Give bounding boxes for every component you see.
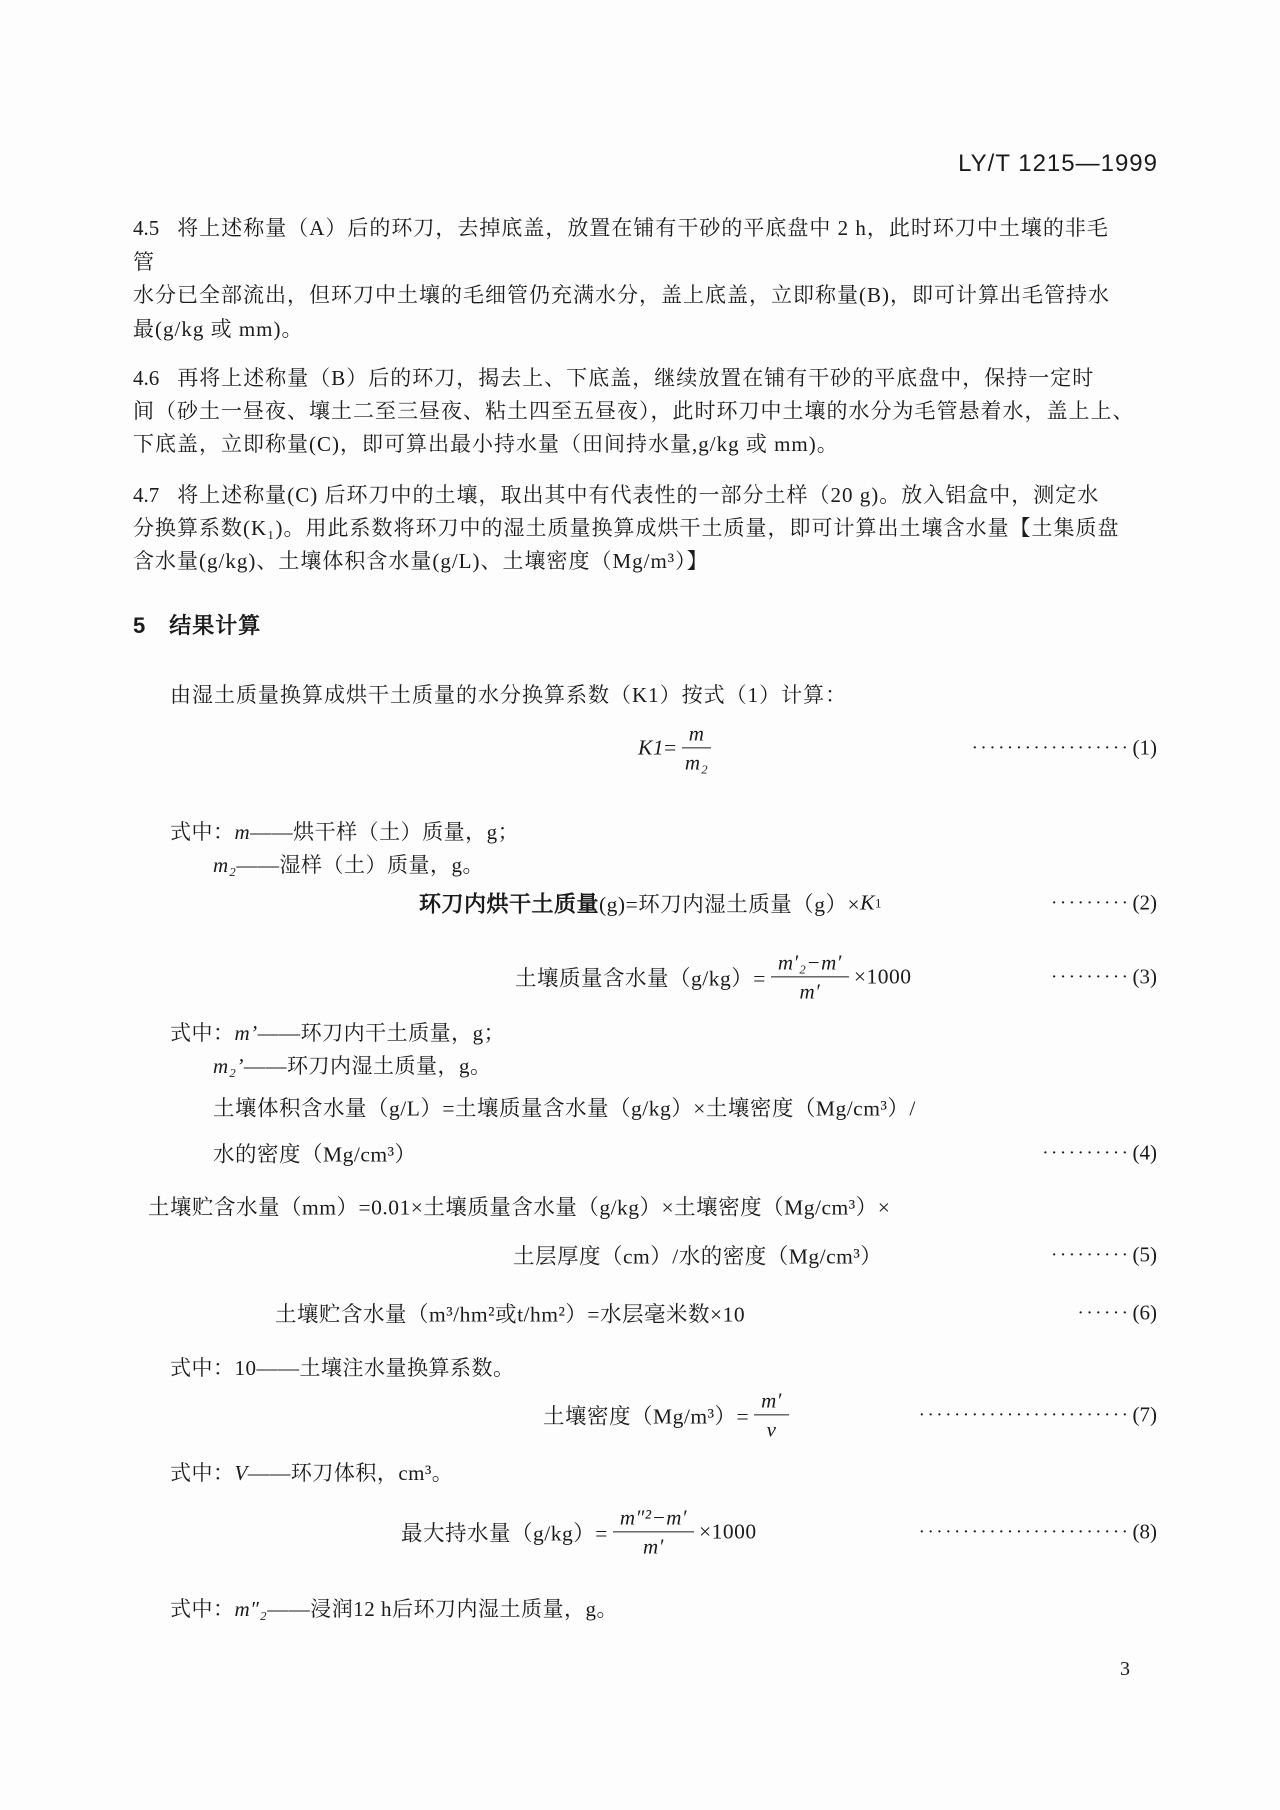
paragraph-line: 下底盖，立即称量(C)，即可算出最小持水量（田间持水量,g/kg 或 mm)。 bbox=[133, 432, 839, 456]
section-number: 4.7 bbox=[133, 483, 160, 507]
equation-number: (6) bbox=[1132, 1300, 1157, 1325]
paragraph-line: 水分已全部流出，但环刀中土壤的毛细管仍充满水分，盖上底盖，立即称量(B)，即可计算出毛管持水 bbox=[133, 283, 1110, 307]
legend-desc: 土壤注水量换算系数。 bbox=[299, 1356, 515, 1380]
equation-number: (2) bbox=[1132, 890, 1157, 915]
equation-number: (8) bbox=[1132, 1519, 1157, 1544]
legend-symbol: m bbox=[234, 820, 251, 844]
legend-dash: —— bbox=[267, 1597, 311, 1621]
legend-dash: —— bbox=[256, 1356, 300, 1380]
paragraph-text: 将上述称量(C) 后环刀中的土壤，取出其中有代表性的一部分土样（20 g)。放入铝盒中，测定水 bbox=[177, 483, 1100, 507]
dot-leader-group bbox=[919, 1520, 1157, 1545]
legend-line bbox=[213, 1050, 491, 1080]
doc-code-header: LY/T 1215—1999 bbox=[958, 150, 1158, 177]
fraction-numerator: m′₂−m′ bbox=[771, 950, 849, 977]
paragraph-line bbox=[133, 479, 1099, 509]
formula-intro: 由湿土质量换算成烘干土质量的水分换算系数（K1）按式（1）计算： bbox=[170, 683, 848, 707]
equation-number: (3) bbox=[1132, 964, 1157, 989]
formula-expression bbox=[401, 1505, 757, 1558]
fraction-numerator: m″²−m′ bbox=[613, 1505, 694, 1532]
formula-expression: 土壤贮含水量（m³/hm²或t/hm²）=水层毫米数×10 bbox=[275, 1302, 746, 1327]
equation-number: (4) bbox=[1132, 1140, 1157, 1165]
legend-dash: —— bbox=[247, 1461, 291, 1485]
paragraph-line: 含水量(g/kg)、土壤体积含水量(g/L)、土壤密度（Mg/m³）】 bbox=[133, 549, 709, 573]
legend-prefix: 式中： bbox=[170, 1021, 235, 1045]
page-number: 3 bbox=[1120, 1658, 1130, 1680]
legend-desc: 环刀内湿土质量，g。 bbox=[286, 1054, 492, 1078]
fraction-numerator: m′ bbox=[754, 1388, 789, 1415]
legend-dash: —— bbox=[236, 853, 280, 877]
legend-prefix: 式中： bbox=[170, 1356, 235, 1380]
section-number: 5 bbox=[133, 613, 146, 638]
formula-5-line2 bbox=[133, 1238, 1157, 1272]
legend-desc: 浸润12 h后环刀内湿土质量，g。 bbox=[310, 1597, 618, 1621]
formula-bold-term: 环刀内烘干土质量 bbox=[419, 891, 600, 917]
legend-symbol: 10 bbox=[234, 1356, 257, 1380]
legend-prefix: 式中： bbox=[170, 1461, 235, 1485]
paragraph-line bbox=[133, 362, 1094, 392]
section-number: 4.6 bbox=[133, 366, 160, 390]
formula-expression bbox=[515, 950, 912, 1003]
formula-lhs: K1 bbox=[638, 735, 665, 760]
equation-number: (1) bbox=[1132, 735, 1157, 760]
dot-leader: ························ bbox=[918, 1404, 1131, 1425]
dot-leader-group bbox=[1042, 1141, 1157, 1166]
dot-leader: ········· bbox=[1051, 1244, 1131, 1265]
legend-prefix: 式中： bbox=[170, 820, 235, 844]
formula-lhs: 土壤密度（Mg/m³）= bbox=[543, 1404, 750, 1429]
legend-line bbox=[170, 1017, 505, 1047]
dot-leader-group bbox=[1051, 965, 1157, 990]
dot-leader: ·················· bbox=[971, 737, 1131, 758]
legend-line bbox=[170, 816, 519, 846]
paragraph-text: 将上述称量（A）后的环刀，去掉底盖，放置在铺有干砂的平底盘中 2 h，此时环刀中土壤的非毛 bbox=[177, 216, 1109, 240]
formula-8 bbox=[133, 1496, 1157, 1568]
legend-prefix: 式中： bbox=[170, 1597, 235, 1621]
formula-expression: 水的密度（Mg/cm³） bbox=[213, 1142, 417, 1167]
formula-5-line1 bbox=[133, 1189, 1157, 1223]
dot-leader-group bbox=[1078, 1301, 1157, 1326]
formula-2 bbox=[133, 886, 1157, 920]
legend-dash: —— bbox=[243, 1054, 287, 1078]
fraction-denominator: m₂ bbox=[684, 750, 709, 775]
coefficient-subscript: 1 bbox=[874, 895, 882, 910]
multiplier: ×1000 bbox=[853, 964, 912, 989]
fraction-numerator: m bbox=[682, 721, 712, 748]
dot-leader: ········· bbox=[1051, 966, 1131, 987]
dot-leader: ························ bbox=[918, 1521, 1131, 1542]
legend-line bbox=[170, 1352, 515, 1382]
dot-leader: ········· bbox=[1051, 892, 1131, 913]
equals-sign: = bbox=[664, 735, 677, 760]
section-title: 结果计算 bbox=[169, 613, 262, 638]
formula-expression: 土壤贮含水量（mm）=0.01×土壤质量含水量（g/kg）×土壤密度（Mg/cm³）× bbox=[148, 1195, 891, 1220]
formula-lhs: 土壤质量含水量（g/kg）= bbox=[515, 966, 766, 991]
dot-leader-group bbox=[1051, 1243, 1157, 1268]
formula-7 bbox=[133, 1379, 1157, 1451]
fraction-denominator: m′ bbox=[643, 1534, 664, 1559]
fraction bbox=[613, 1505, 694, 1558]
legend-dash: —— bbox=[250, 820, 294, 844]
legend-symbol: m₂ bbox=[213, 853, 237, 877]
dot-leader: ·········· bbox=[1042, 1142, 1131, 1163]
dot-leader: ······ bbox=[1077, 1302, 1131, 1323]
formula-expression: 土壤体积含水量（g/L）=土壤质量含水量（g/kg）×土壤密度（Mg/cm³）/ bbox=[213, 1096, 916, 1121]
section-number: 4.5 bbox=[133, 216, 160, 240]
paragraph-text: 再将上述称量（B）后的环刀，揭去上、下底盖，继续放置在铺有干砂的平底盘中，保持一定时 bbox=[177, 366, 1095, 390]
legend-symbol: m₂’ bbox=[213, 1054, 244, 1078]
fraction bbox=[771, 950, 849, 1003]
formula-expression bbox=[638, 721, 716, 774]
formula-3 bbox=[133, 941, 1157, 1013]
formula-expression bbox=[543, 1388, 794, 1441]
paragraph-line bbox=[133, 212, 1109, 242]
formula-expression bbox=[419, 888, 882, 919]
formula-1 bbox=[133, 712, 1157, 784]
legend-desc: 湿样（土）质量，g。 bbox=[279, 853, 484, 877]
dot-leader-group bbox=[972, 736, 1157, 761]
formula-body: (g)=环刀内湿土质量（g）× bbox=[599, 892, 861, 917]
dot-leader-group bbox=[919, 1403, 1157, 1428]
legend-desc: 环刀体积，cm³。 bbox=[290, 1461, 454, 1485]
fraction bbox=[682, 721, 712, 774]
legend-symbol: m’ bbox=[234, 1021, 258, 1045]
legend-line bbox=[170, 1593, 618, 1623]
legend-symbol: m″₂ bbox=[234, 1597, 268, 1621]
fraction-denominator: m′ bbox=[799, 979, 821, 1004]
formula-lhs: 最大持水量（g/kg）= bbox=[401, 1521, 608, 1546]
formula-4-line2 bbox=[133, 1136, 1157, 1170]
legend-desc: 环刀内干土质量，g； bbox=[300, 1021, 506, 1045]
fraction-denominator: v bbox=[766, 1417, 777, 1442]
legend-desc: 烘干样（土）质量，g； bbox=[293, 820, 520, 844]
legend-dash: —— bbox=[257, 1021, 301, 1045]
legend-symbol: V bbox=[234, 1461, 248, 1485]
section-5-heading bbox=[133, 609, 261, 640]
coefficient-symbol: K bbox=[860, 890, 875, 915]
paragraph-line: 间（砂土一昼夜、壤土二至三昼夜、粘土四至五昼夜），此时环刀中土壤的水分为毛管悬着水，盖上上、 bbox=[133, 399, 1135, 423]
multiplier: ×1000 bbox=[699, 1519, 757, 1544]
fraction bbox=[754, 1388, 789, 1441]
equation-number: (5) bbox=[1132, 1242, 1157, 1267]
formula-4-line1 bbox=[133, 1090, 1157, 1124]
formula-expression: 土层厚度（cm）/水的密度（Mg/cm³） bbox=[513, 1244, 883, 1269]
dot-leader-group bbox=[1051, 891, 1157, 916]
formula-6 bbox=[133, 1296, 1157, 1330]
legend-line bbox=[170, 1457, 453, 1487]
equation-number: (7) bbox=[1132, 1402, 1157, 1427]
paragraph-line: 管 bbox=[133, 250, 155, 274]
paragraph-line: 分换算系数(K₁)。用此系数将环刀中的湿土质量换算成烘干土质量，即可计算出土壤含水量【土集质盘 bbox=[133, 516, 1120, 540]
paragraph-line: 最(g/kg 或 mm)。 bbox=[133, 317, 304, 341]
legend-line bbox=[213, 849, 484, 879]
